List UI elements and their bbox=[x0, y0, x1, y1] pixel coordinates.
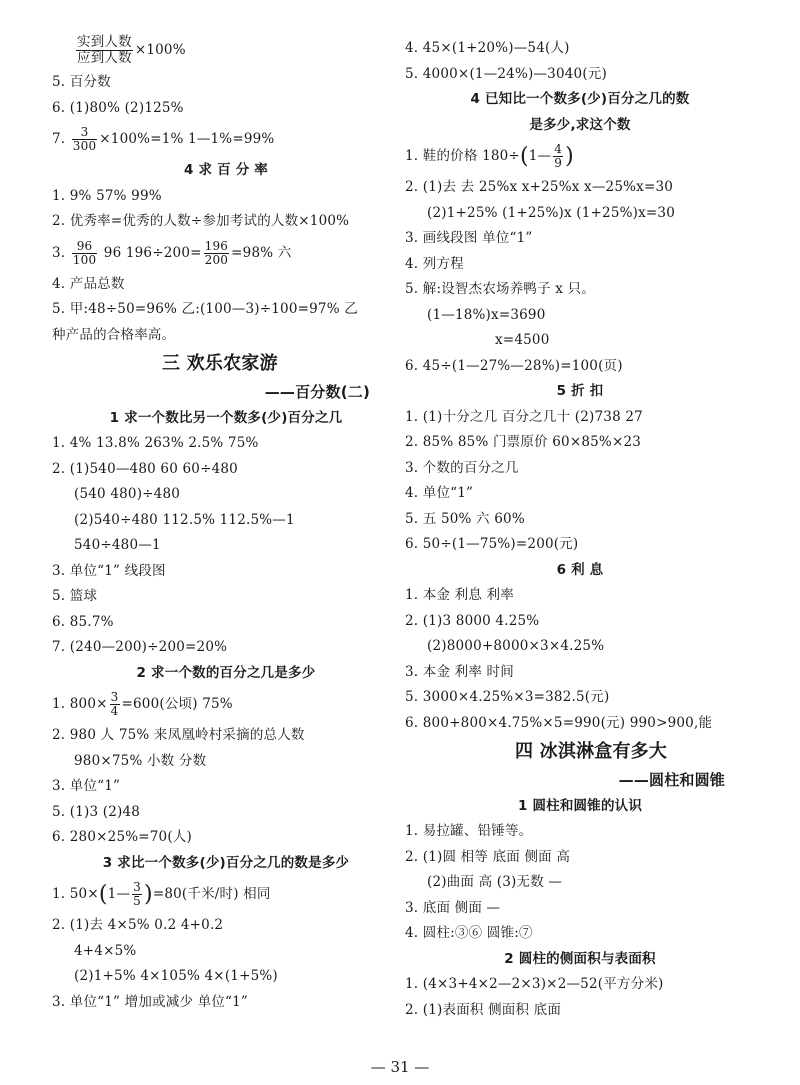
answer-line: x=4500 bbox=[495, 332, 550, 348]
answer-line: 5. 解:设智杰农场养鸭子 x 只。 bbox=[405, 281, 596, 297]
answer-line: 3. 画线段图 单位“1” bbox=[405, 230, 533, 246]
answer-line: (2)曲面 高 (3)无数 — bbox=[427, 874, 563, 890]
unit-title: 四 冰淇淋盒有多大 bbox=[515, 741, 668, 762]
answer-line: 1. 50×(1— $\frac{3}{5}$ )=80(千米/时) 相同 bbox=[52, 880, 271, 908]
answer-line: 2. 优秀率=优秀的人数÷参加考试的人数×100% bbox=[52, 213, 350, 229]
answer-line: (2)540÷480 112.5% 112.5%—1 bbox=[74, 511, 295, 528]
answer-line: 3. 个数的百分之几 bbox=[405, 459, 519, 476]
section-heading: 3 求比一个数多(少)百分之几的数是多少 bbox=[102, 854, 350, 871]
answer-line: 1. (4×3+4×2—2×3)×2—52(平方分米) bbox=[405, 976, 664, 992]
section-heading: 4 求 百 分 率 bbox=[184, 162, 268, 178]
answer-line: (2)1+25% (1+25%)x (1+25%)x=30 bbox=[427, 204, 676, 221]
answer-line: 3. 底面 侧面 — bbox=[405, 899, 501, 916]
answer-line: 1. (1)十分之几 百分之几十 (2)738 27 bbox=[405, 408, 643, 425]
answer-line: 5. 甲:48÷50=96% 乙:(100—3)÷100=97% 乙 bbox=[52, 301, 358, 317]
section-heading: 6 利 息 bbox=[556, 561, 604, 578]
answer-line: 5. 五 50% 六 60% bbox=[405, 510, 525, 527]
answer-line: 2. 980 人 75% 来凤凰岭村采摘的总人数 bbox=[52, 727, 305, 743]
answer-line: 6. 85.7% bbox=[52, 613, 114, 630]
fraction: $\frac{4}{9}$ bbox=[554, 142, 563, 170]
section-heading: 是多少,求这个数 bbox=[529, 116, 631, 133]
answer-line: 1. 4% 13.8% 263% 2.5% 75% bbox=[52, 435, 259, 451]
answer-line: 2. 85% 85% 门票原价 60×85%×23 bbox=[405, 434, 642, 450]
answer-line: 2. (1)去 去 25%x x+25%x x—25%x=30 bbox=[405, 179, 674, 195]
answer-line: 4. 单位“1” bbox=[405, 485, 474, 501]
answer-line: 6. 50÷(1—75%)=200(元) bbox=[405, 536, 579, 552]
answer-line: 6. 280×25%=70(人) bbox=[52, 829, 192, 845]
answer-line: 种产品的合格率高。 bbox=[52, 326, 176, 343]
answer-line: 3. 单位“1” 线段图 bbox=[52, 562, 166, 579]
right-paren: ) bbox=[565, 144, 574, 169]
fraction: $\frac{\text{实到人数}}{\text{应到人数}}$ bbox=[77, 34, 132, 66]
left-paren: ( bbox=[519, 144, 529, 169]
section-heading: 2 求一个数的百分之几是多少 bbox=[136, 664, 316, 681]
answer-line: 3. 本金 利率 时间 bbox=[405, 663, 514, 680]
answer-line: 2. (1)去 4×5% 0.2 4+0.2 bbox=[52, 917, 224, 933]
fraction: $\frac{3}{300}$ bbox=[72, 125, 97, 153]
left-column bbox=[52, 36, 400, 1015]
right-paren: ) bbox=[144, 882, 153, 907]
section-heading: 2 圆柱的侧面积与表面积 bbox=[504, 950, 656, 967]
answer-line: 5. (1)3 (2)48 bbox=[52, 803, 141, 820]
answer-line: 4+4×5% bbox=[74, 942, 137, 959]
answer-line: 980×75% 小数 分数 bbox=[74, 752, 207, 769]
answer-line: 5. 4000×(1—24%)—3040(元) bbox=[405, 65, 607, 82]
fraction: $\frac{3}{4}$ bbox=[110, 690, 119, 718]
answer-line: 5. 3000×4.25%×3=382.5(元) bbox=[405, 689, 610, 705]
answer-line: 1. 易拉罐、铅锤等。 bbox=[405, 823, 533, 839]
ratio-formula: $\frac{\text{实到人数}}{\text{应到人数}}$ ×100% bbox=[77, 34, 186, 66]
answer-line: 5. 篮球 bbox=[52, 588, 98, 604]
unit-subtitle: ——百分数(二) bbox=[264, 383, 370, 401]
answer-line: 4. 列方程 bbox=[405, 255, 464, 272]
answer-line: 1. 9% 57% 99% bbox=[52, 187, 162, 204]
answer-line: 6. 800+800×4.75%×5=990(元) 990>900,能 bbox=[405, 714, 713, 731]
fraction: $\frac{96}{100}$ bbox=[72, 238, 97, 267]
answer-line: 7. (240—200)÷200=20% bbox=[52, 639, 228, 655]
answer-line: (2)1+5% 4×105% 4×(1+5%) bbox=[74, 968, 278, 984]
left-paren: ( bbox=[98, 882, 108, 907]
answer-line: 2. (1)圆 相等 底面 侧面 高 bbox=[405, 848, 571, 865]
answer-line: 6. 45÷(1—27%—28%)=100(页) bbox=[405, 357, 623, 374]
answer-line: 6. (1)80% (2)125% bbox=[52, 99, 184, 116]
answer-line: 540÷480—1 bbox=[74, 537, 161, 553]
answer-line: 1. 鞋的价格 180÷(1— $\frac{4}{9}$ ) bbox=[405, 142, 574, 170]
answer-line: 3. 单位“1” 增加或减少 单位“1” bbox=[52, 993, 249, 1010]
section-heading: 1 圆柱和圆锥的认识 bbox=[517, 797, 643, 814]
answer-line: 4. 产品总数 bbox=[52, 275, 125, 292]
unit-subtitle: ——圆柱和圆锥 bbox=[618, 771, 725, 789]
fraction: $\frac{196}{200}$ bbox=[204, 238, 229, 267]
answer-line: 4. 45×(1+20%)—54(人) bbox=[405, 40, 570, 56]
answer-line: (1—18%)x=3690 bbox=[427, 306, 546, 323]
unit-title: 三 欢乐农家游 bbox=[162, 353, 278, 374]
answer-line: 3. $\frac{96}{100}$ 96 196÷200= $\frac{196}{200}$ =98% 六 bbox=[52, 238, 292, 267]
answer-line: (2)8000+8000×3×4.25% bbox=[427, 638, 605, 654]
answer-line: 4. 圆柱:③⑥ 圆锥:⑦ bbox=[405, 925, 533, 941]
section-heading: 5 折 扣 bbox=[556, 383, 604, 399]
answer-line: 1. 800× $\frac{3}{4}$ =600(公顷) 75% bbox=[52, 690, 233, 718]
answer-line: 7. $\frac{3}{300}$ ×100%=1% 1—1%=99% bbox=[52, 125, 275, 153]
section-heading: 4 已知比一个数多(少)百分之几的数 bbox=[470, 91, 690, 107]
answer-line: 2. (1)540—480 60 60÷480 bbox=[52, 460, 238, 477]
fraction: $\frac{3}{5}$ bbox=[133, 880, 142, 908]
answer-line: 2. (1)表面积 侧面积 底面 bbox=[405, 1001, 562, 1018]
right-column bbox=[405, 36, 755, 1023]
answer-line: (540 480)÷480 bbox=[74, 486, 181, 502]
answer-line: 1. 本金 利息 利率 bbox=[405, 587, 514, 603]
page-number: — 31 — bbox=[370, 1058, 430, 1076]
answer-line: 2. (1)3 8000 4.25% bbox=[405, 612, 540, 629]
section-heading: 1 求一个数比另一个数多(少)百分之几 bbox=[109, 409, 343, 426]
answer-line: 5. 百分数 bbox=[52, 74, 111, 90]
answer-line: 3. 单位“1” bbox=[52, 778, 121, 794]
